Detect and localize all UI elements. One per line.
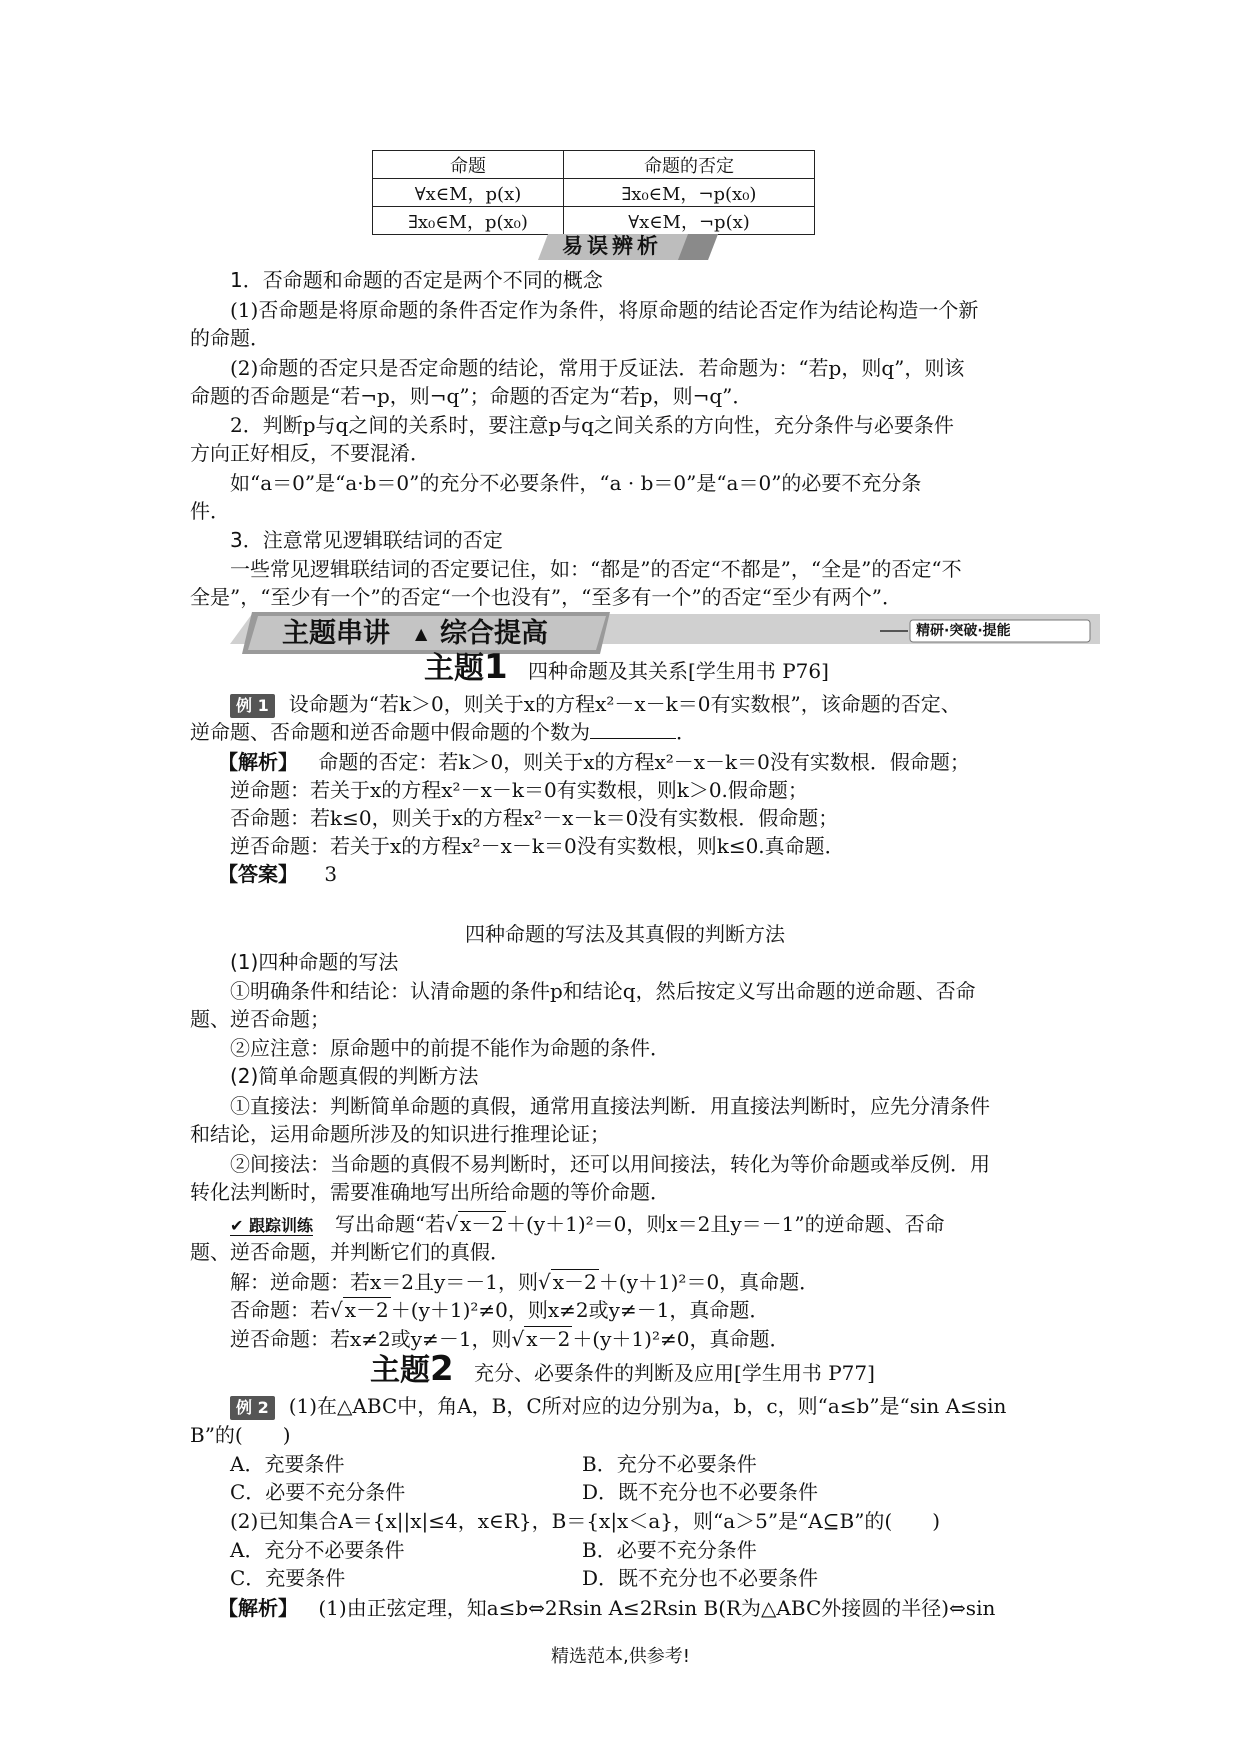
track-answer: 否命题：若√ x－2 ＋(y＋1)²≠0，则x≠2或y≠－1，真命题． [230, 1298, 770, 1322]
errors-banner-title: 易误辨析 [562, 234, 662, 258]
method-heading: (2)简单命题真假的判断方法 [230, 1064, 479, 1088]
section-banner-subtitle: 综合提高 [440, 618, 548, 649]
section-banner-title: 主题串讲 [282, 618, 390, 649]
paragraph: B”的( ) [190, 1423, 291, 1447]
section-badge: 精研·突破·提能 [916, 623, 1011, 639]
table-header: 命题 [373, 151, 564, 179]
errors-heading-3: 3．注意常见逻辑联结词的否定 [230, 528, 503, 552]
table-row [373, 207, 815, 235]
option: D．既不充分也不必要条件 [582, 1480, 819, 1504]
triangle-icon: ▲ [415, 624, 428, 643]
example-1-question-cont: 逆命题、否命题和逆否命题中假命题的个数为 ． [190, 720, 696, 744]
paragraph: ①直接法：判断简单命题的真假，通常用直接法判断．用直接法判断时，应先分清条件 [230, 1094, 990, 1118]
paragraph: 的命题． [190, 326, 270, 350]
paragraph: 命题的否命题是“若¬p，则¬q”；命题的否定为“若p，则¬q”． [190, 384, 753, 408]
example-2-analysis: 【解析】 (1)由正弦定理，知a≤b⇔2Rsin A≤2Rsin B(R为△ABC外接圆的半径)⇔sin [218, 1596, 996, 1620]
table-cell: ∃x₀∈M，p(x₀) [373, 207, 564, 235]
option: D．既不充分也不必要条件 [582, 1566, 819, 1590]
paragraph: 逆命题：若关于x的方程x²－x－k＝0有实数根，则k＞0.假命题； [230, 778, 808, 802]
option: C．充要条件 [230, 1566, 346, 1590]
errors-heading-1: 1．否命题和命题的否定是两个不同的概念 [230, 268, 603, 292]
method-heading: (1)四种命题的写法 [230, 950, 399, 974]
table-cell: ∀x∈M，¬p(x) [564, 207, 815, 235]
paragraph: 题、逆否命题，并判断它们的真假． [190, 1240, 510, 1264]
example-1-analysis: 【解析】 命题的否定：若k＞0，则关于x的方程x²－x－k＝0没有实数根．假命题； [218, 750, 970, 774]
paragraph: (2)命题的否定只是否定命题的结论，常用于反证法．若命题为：“若p，则q”，则该 [230, 356, 965, 380]
option: B．充分不必要条件 [582, 1452, 757, 1476]
topic-label: 主题 [424, 651, 484, 686]
topic-label: 主题 [370, 1353, 430, 1388]
document-page [190, 0, 1070, 1754]
topic-number: 1 [484, 647, 508, 687]
page-footer: 精选范本,供参考! [551, 1646, 690, 1667]
table-row [373, 179, 815, 207]
track-tag: ✔ 跟踪训练 [230, 1216, 313, 1235]
paragraph: (1)否命题是将原命题的条件否定作为条件，将原命题的结论否定作为结论构造一个新 [230, 298, 979, 322]
paragraph: (2)已知集合A＝{x||x|≤4，x∈R}，B＝{x|x＜a}，则“a＞5”是“A⊆B”的( ) [230, 1509, 941, 1533]
paragraph: ②应注意：原命题中的前提不能作为命题的条件． [230, 1036, 670, 1060]
check-icon: ✔ [230, 1216, 244, 1235]
paragraph: 如“a＝0”是“a·b＝0”的充分不必要条件，“a · b＝0”是“a＝0”的必要不充分条 [230, 471, 922, 495]
topic-1-heading [424, 647, 829, 688]
topic-number: 2 [430, 1349, 454, 1389]
paragraph: 2．判断p与q之间的关系时，要注意p与q之间关系的方向性，充分条件与必要条件 [230, 413, 954, 437]
topic-2-heading [370, 1349, 875, 1390]
paragraph: 题、逆否命题； [190, 1007, 330, 1031]
answer-blank [590, 718, 676, 739]
paragraph: 件． [190, 499, 230, 523]
topic-title: 四种命题及其关系[学生用书 P76] [528, 659, 829, 683]
example-tag: 例 2 [230, 1396, 275, 1420]
paragraph: 逆否命题：若关于x的方程x²－x－k＝0没有实数根，则k≤0.真命题． [230, 834, 845, 858]
example-1-answer: 【答案】 3 [218, 862, 338, 886]
paragraph: 全是”，“至少有一个”的否定“一个也没有”，“至多有一个”的否定“至少有两个”． [190, 585, 903, 609]
example-2-question: 例 2 (1)在△ABC中，角A，B，C所对应的边分别为a，b，c，则“a≤b”是“sin A≤sin [230, 1392, 1006, 1420]
topic-title: 充分、必要条件的判断及应用[学生用书 P77] [474, 1361, 875, 1385]
option: A．充分不必要条件 [230, 1538, 405, 1562]
option: C．必要不充分条件 [230, 1480, 406, 1504]
table-cell: ∃x₀∈M，¬p(x₀) [564, 179, 815, 207]
table-header: 命题的否定 [564, 151, 815, 179]
example-1-question: 例 1 设命题为“若k＞0，则关于x的方程x²－x－k＝0有实数根”，该命题的否定、 [230, 690, 961, 718]
option: B．必要不充分条件 [582, 1538, 757, 1562]
track-question: ✔ 跟踪训练 写出命题“若√ x－2 ＋(y＋1)²＝0，则x＝2且y＝－1”的逆命题、否命 [230, 1212, 945, 1236]
track-answer: 逆否命题：若x≠2或y≠－1，则√ x－2 ＋(y＋1)²≠0，真命题． [230, 1327, 790, 1351]
paragraph: ②间接法：当命题的真假不易判断时，还可以用间接法，转化为等价命题或举反例．用 [230, 1152, 990, 1176]
paragraph: 一些常见逻辑联结词的否定要记住，如：“都是”的否定“不都是”，“全是”的否定“不 [230, 557, 962, 581]
paragraph: 否命题：若k≤0，则关于x的方程x²－x－k＝0没有实数根．假命题； [230, 806, 839, 830]
track-answer: 解：逆命题：若x＝2且y＝－1，则√ x－2 ＋(y＋1)²＝0，真命题． [230, 1270, 820, 1294]
method-title: 四种命题的写法及其真假的判断方法 [465, 922, 785, 946]
table-cell: ∀x∈M，p(x) [373, 179, 564, 207]
paragraph: 方向正好相反，不要混淆． [190, 441, 430, 465]
paragraph: ①明确条件和结论：认清命题的条件p和结论q，然后按定义写出命题的逆命题、否命 [230, 979, 976, 1003]
paragraph: 和结论，运用命题所涉及的知识进行推理论证； [190, 1122, 610, 1146]
option: A．充要条件 [230, 1452, 345, 1476]
example-tag: 例 1 [230, 694, 275, 718]
paragraph: 转化法判断时，需要准确地写出所给命题的等价命题． [190, 1180, 670, 1204]
negation-table [372, 150, 815, 235]
